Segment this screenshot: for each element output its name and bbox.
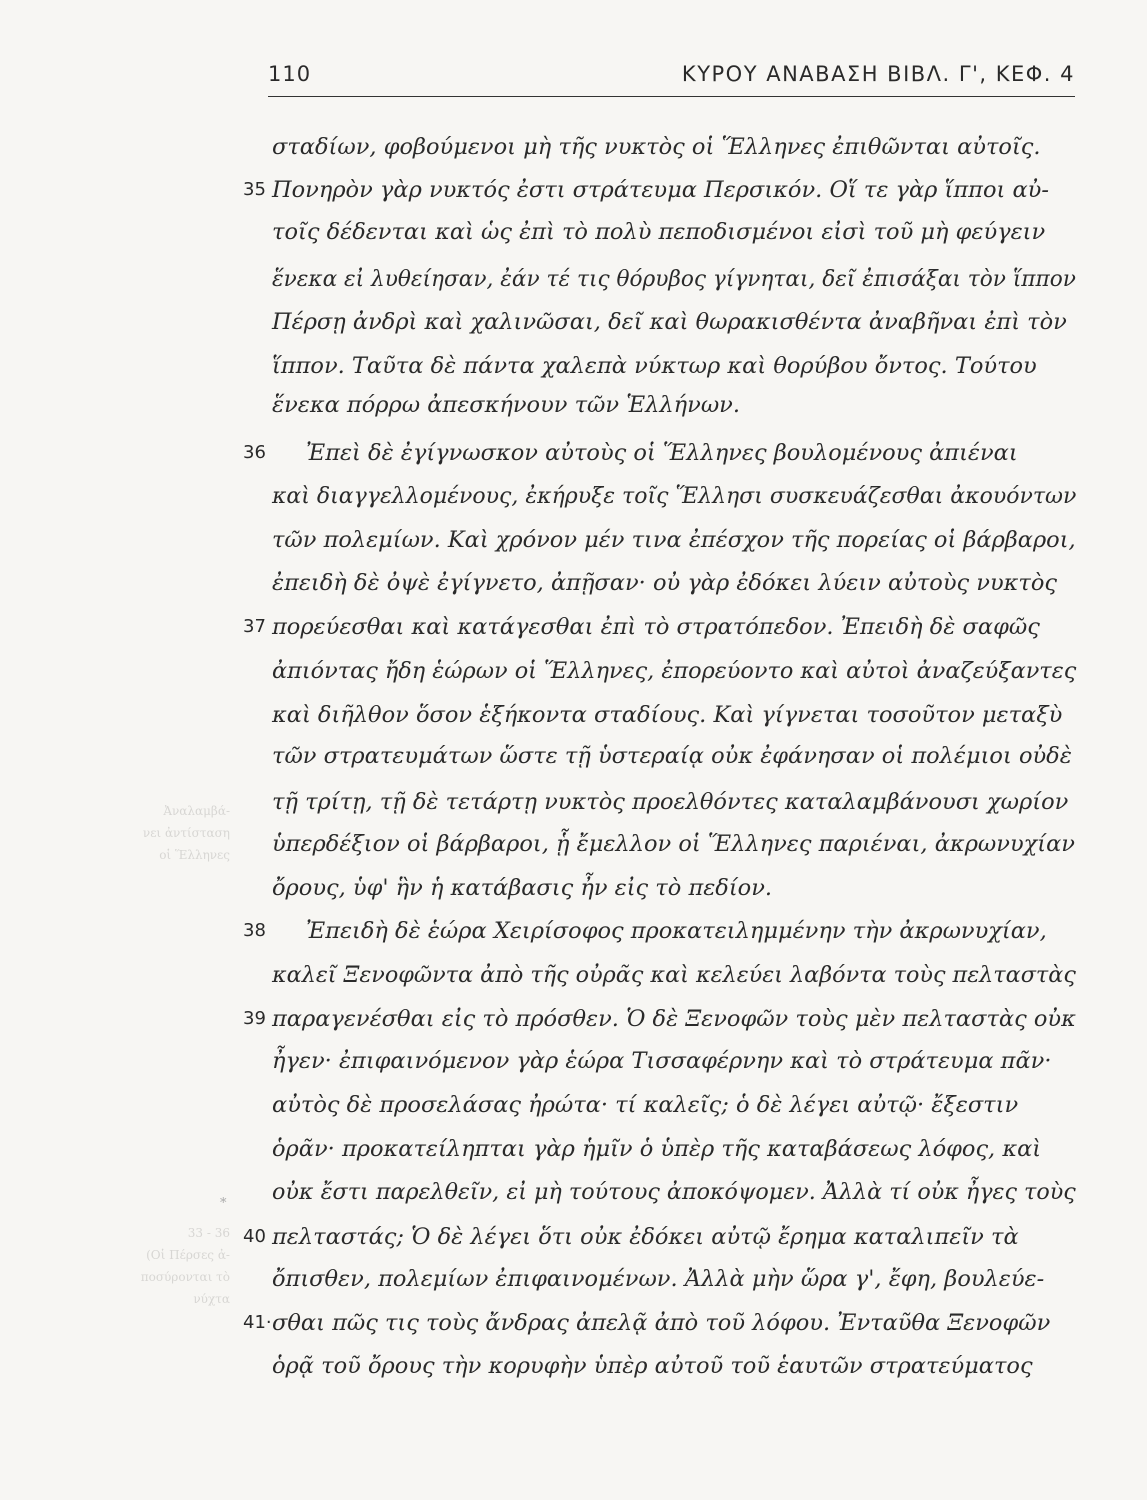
text-line: ἐπειδὴ δὲ ὀψὲ ἐγίγνετο, ἀπῇσαν· οὐ γὰρ ἐδόκει λύειν αὐτοὺς νυκτὸς [272,570,1057,596]
text-line: τῶν πολεμίων. Καὶ χρόνον μέν τινα ἐπέσχον τῆς πορείας οἱ βάρβαροι, [272,527,1076,553]
text-line: Πέρσῃ ἀνδρὶ καὶ χαλινῶσαι, δεῖ καὶ θωρακισθέντα ἀναβῆναι ἐπὶ τὸν [272,309,1067,335]
show-through-line: νύχτα [193,1292,230,1306]
text-line: σθαι πῶς τις τοὺς ἄνδρας ἀπελᾷ ἀπὸ τοῦ λόφου. Ἐνταῦθα Ξενοφῶν [272,1310,1051,1336]
text-line: αὐτὸς δὲ προσελάσας ἠρώτα· τί καλεῖς; ὁ δὲ λέγει αὐτῷ· ἔξεστιν [272,1092,1019,1118]
section-number: 41· [243,1312,272,1333]
text-line: ὁρᾶν· προκατείληπται γὰρ ἡμῖν ὁ ὑπὲρ τῆς καταβάσεως λόφος, καὶ [272,1136,1042,1162]
text-line: ὑπερδέξιον οἱ βάρβαροι, ᾗ ἔμελλον οἱ Ἕλληνες παριέναι, ἀκρωνυχίαν [272,831,1075,857]
show-through-note [80,800,230,866]
show-through-line: 33 - 36 [187,1226,230,1240]
text-line: παραγενέσθαι εἰς τὸ πρόσθεν. Ὁ δὲ Ξενοφῶν τοὺς μὲν πελταστὰς οὐκ [272,1006,1076,1032]
running-head [268,60,1075,97]
stray-mark: * [220,1196,227,1211]
text-line: πορεύεσθαι καὶ κατάγεσθαι ἐπὶ τὸ στρατόπεδον. Ἐπειδὴ δὲ σαφῶς [272,614,1040,640]
text-line: ὁρᾷ τοῦ ὄρους τὴν κορυφὴν ὑπὲρ αὐτοῦ τοῦ ἑαυτῶν στρατεύματος [272,1353,1033,1379]
section-number: 36 [243,442,266,463]
text-line: ἕνεκα εἰ λυθείησαν, ἐάν τέ τις θόρυβος γίγνηται, δεῖ ἐπισάξαι τὸν ἵππον [272,266,1076,292]
show-through-line: (Οἱ Πέρσες ἀ- [146,1248,230,1262]
section-number: 39 [243,1008,266,1029]
text-line: ὄρους, ὑφ' ἣν ἡ κατάβασις ἦν εἰς τὸ πεδίον. [272,875,773,901]
text-line: καὶ διαγγελλομένους, ἐκήρυξε τοῖς Ἕλλησι συσκευάζεσθαι ἀκουόντων [272,483,1077,509]
text-line: καὶ διῆλθον ὅσον ἑξήκοντα σταδίους. Καὶ γίγνεται τοσοῦτον μεταξὺ [272,702,1063,728]
text-line: τῶν στρατευμάτων ὥστε τῇ ὑστεραίᾳ οὐκ ἐφάνησαν οἱ πολέμιοι οὐδὲ [272,743,1072,769]
text-line: καλεῖ Ξενοφῶντα ἀπὸ τῆς οὐρᾶς καὶ κελεύει λαβόντα τοὺς πελταστὰς [272,962,1076,988]
text-line: σταδίων, φοβούμενοι μὴ τῆς νυκτὸς οἱ Ἕλληνες ἐπιθῶνται αὐτοῖς. [272,134,1041,160]
text-line: οὐκ ἔστι παρελθεῖν, εἰ μὴ τούτους ἀποκόψομεν. Ἀλλὰ τί οὐκ ἦγες τοὺς [272,1179,1076,1205]
section-number: 38 [243,920,266,941]
text-line: τῇ τρίτῃ, τῇ δὲ τετάρτῃ νυκτὸς προελθόντες καταλαμβάνουσι χωρίον [272,789,1069,815]
text-line: πελταστάς; Ὁ δὲ λέγει ὅτι οὐκ ἐδόκει αὐτῷ ἔρημα καταλιπεῖν τὰ [272,1224,1019,1250]
section-number: 40 [243,1226,266,1247]
show-through-line: ποσύρονται τὸ [140,1270,230,1284]
show-through-line: Ἀναλαμβά- [163,804,230,818]
page-number: 110 [268,62,312,86]
show-through-note [80,1222,230,1310]
section-number: 35 [243,179,266,200]
text-line: ἵππον. Ταῦτα δὲ πάντα χαλεπὰ νύκτωρ καὶ θορύβου ὄντος. Τούτου [272,353,1037,379]
text-line: ἕνεκα πόρρω ἀπεσκήνουν τῶν Ἑλλήνων. [272,392,741,418]
running-title: ΚΥΡΟΥ ΑΝΑΒΑΣΗ ΒΙΒΛ. Γ', ΚΕΦ. 4 [681,62,1075,86]
text-line: Πονηρὸν γὰρ νυκτός ἐστι στράτευμα Περσικόν. Οἵ τε γὰρ ἵπποι αὐ- [272,177,1049,203]
show-through-line: οἱ Ἕλληνες [159,848,230,862]
text-line: Ἐπεὶ δὲ ἐγίγνωσκον αὐτοὺς οἱ Ἕλληνες βουλομένους ἀπιέναι [306,440,1018,466]
text-line: ἦγεν· ἐπιφαινόμενον γὰρ ἑώρα Τισσαφέρνην καὶ τὸ στράτευμα πᾶν· [272,1048,1052,1074]
show-through-line: νει ἀντίσταση [142,826,230,840]
text-line: ὄπισθεν, πολεμίων ἐπιφαινομένων. Ἀλλὰ μὴν ὥρα γ', ἔφη, βουλεύε- [272,1266,1045,1292]
section-number: 37 [243,616,266,637]
text-line: ἀπιόντας ἤδη ἑώρων οἱ Ἕλληνες, ἐπορεύοντο καὶ αὐτοὶ ἀναζεύξαντες [272,658,1077,684]
text-line: τοῖς δέδενται καὶ ὡς ἐπὶ τὸ πολὺ πεποδισμένοι εἰσὶ τοῦ μὴ φεύγειν [272,219,1046,245]
text-line: Ἐπειδὴ δὲ ἑώρα Χειρίσοφος προκατειλημμένην τὴν ἀκρωνυχίαν, [306,918,1047,944]
